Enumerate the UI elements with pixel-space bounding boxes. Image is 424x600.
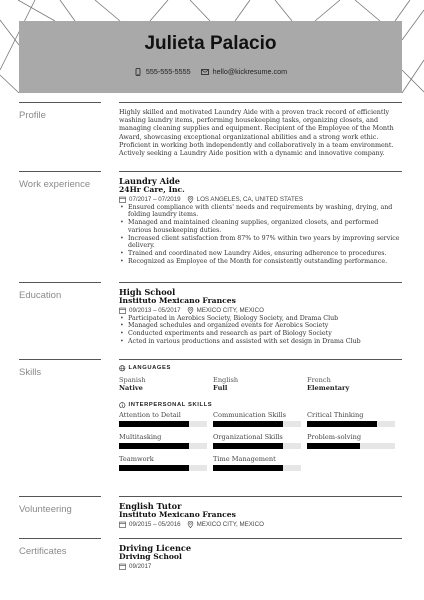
section-divider: [19, 171, 101, 172]
candidate-name: Julieta Palacio: [144, 33, 277, 54]
section-title: Volunteering: [19, 504, 72, 515]
certificate-meta: [119, 563, 402, 570]
section-title: Skills: [19, 367, 42, 378]
skill-item: [213, 411, 307, 433]
map-pin-icon: [187, 196, 194, 203]
skills-section: [19, 359, 402, 497]
section-title: Certificates: [19, 546, 67, 557]
calendar-icon: [119, 307, 126, 314]
volunteering-location: MEXICO CITY, MEXICO: [196, 520, 264, 528]
skill-name: Communication Skills: [213, 411, 287, 419]
profile-summary: Highly skilled and motivated Laundry Aide with a proven track record of efficiently washing laundry items, performing housekeeping tasks, organizing closets, and managing cleaning supplies and equipment. Recipient of the Employee of the Month Award, showcasing exceptional organizational abilities and a strong work ethic. Proficient in working both independently and collaboratively in a team environment. Actively seeking a Laundry Aide position with a dynamic and innovative company.: [119, 108, 394, 158]
skill-level-fill: [213, 421, 283, 427]
globe-icon: [119, 365, 126, 372]
section-divider: [119, 102, 402, 103]
skill-level-fill: [307, 443, 360, 449]
list-item: • Managed schedules and organized events for Aerobics Society: [119, 322, 402, 330]
skill-item: [213, 455, 307, 477]
skill-name: Problem-solving: [307, 433, 362, 441]
skill-item: [119, 433, 213, 455]
skill-level-fill: [213, 443, 283, 449]
mail-icon: [201, 68, 209, 76]
section-title: Education: [19, 290, 62, 301]
skill-level-bar: [307, 421, 395, 427]
volunteer-organization: Instituto Mexicano Frances: [119, 510, 236, 519]
skill-item: [307, 411, 401, 433]
skill-item: [213, 433, 307, 455]
skill-name: Time Management: [213, 455, 276, 463]
education-entry: [119, 288, 402, 346]
interpersonal-heading-label: INTERPERSONAL SKILLS: [128, 401, 213, 408]
language-level: Elementary: [307, 383, 350, 392]
list-item: • Increased client satisfaction from 87% to 97% within two years by improving service delivery.: [119, 235, 402, 251]
skill-level-fill: [119, 465, 189, 471]
volunteering-dates: 09/2015 – 05/2016: [129, 520, 181, 528]
skill-item: [119, 411, 213, 433]
job-bullets: [119, 204, 402, 266]
skill-name: Multitasking: [119, 433, 162, 441]
section-divider: [19, 496, 101, 497]
skill-level-bar: [119, 465, 207, 471]
employer-name: 24Hr Care, Inc.: [119, 185, 185, 194]
volunteering-section: [19, 496, 402, 538]
section-divider: [19, 538, 101, 539]
language-name: Spanish: [119, 375, 146, 384]
certificates-section: [19, 538, 402, 578]
skill-item: [307, 433, 401, 455]
info-circle-icon: [119, 402, 126, 409]
profile-section: [19, 102, 402, 172]
language-item: [213, 376, 307, 392]
education-meta: [119, 307, 402, 314]
list-item: • Recognized as Employee of the Month for consistently outstanding performance.: [119, 258, 402, 266]
section-divider: [119, 538, 402, 539]
list-item: • Participated in Aerobics Society, Biology Society, and Drama Club: [119, 315, 402, 323]
skill-level-fill: [119, 421, 189, 427]
job-title: Laundry Aide: [119, 176, 181, 186]
language-level: Full: [213, 383, 228, 392]
calendar-icon: [119, 563, 126, 570]
volunteering-entry: [119, 502, 402, 528]
work-entry: [119, 177, 402, 266]
skills-body: [119, 365, 402, 477]
section-divider: [119, 496, 402, 497]
languages-heading-label: LANGUAGES: [128, 365, 171, 372]
list-item: • Acted in various productions and assisted with set design in Drama Club: [119, 338, 402, 346]
interpersonal-skills-list: [119, 411, 402, 477]
languages-heading: [119, 365, 402, 372]
degree-title: High School: [119, 287, 176, 297]
education-location: MEXICO CITY, MEXICO: [196, 306, 264, 314]
volunteer-role: English Tutor: [119, 501, 182, 511]
job-dates: 07/2017 – 07/2019: [129, 195, 181, 203]
phone-number: 555-555-5555: [145, 67, 191, 76]
section-divider: [119, 282, 402, 283]
phone-contact: [134, 67, 191, 76]
language-item: [119, 376, 213, 392]
section-divider: [19, 359, 101, 360]
education-dates: 09/2013 – 05/2017: [129, 306, 181, 314]
volunteering-meta: [119, 521, 402, 528]
section-title: Profile: [19, 110, 46, 121]
languages-list: [119, 376, 402, 392]
education-section: [19, 282, 402, 360]
skill-level-bar: [119, 443, 207, 449]
job-location: LOS ANGELES, CA, UNITED STATES: [196, 195, 303, 203]
skill-name: Critical Thinking: [307, 411, 364, 419]
list-item: • Managed and maintained cleaning supplies, organized closets, and performed various housekeeping duties.: [119, 219, 402, 235]
skill-level-bar: [213, 421, 301, 427]
skill-level-fill: [307, 421, 377, 427]
skill-level-fill: [119, 443, 189, 449]
skill-level-bar: [213, 465, 301, 471]
language-level: Native: [119, 383, 143, 392]
education-bullets: [119, 315, 402, 346]
phone-icon: [134, 68, 142, 76]
certificate-entry: [119, 544, 402, 570]
skill-name: Organizational Skills: [213, 433, 283, 441]
skill-level-bar: [213, 443, 301, 449]
section-divider: [19, 102, 101, 103]
certificate-issuer: Driving School: [119, 552, 182, 561]
list-item: • Ensured compliance with clients' needs and requirements by washing, drying, and folding laundry items.: [119, 204, 402, 220]
work-experience-section: [19, 171, 402, 281]
map-pin-icon: [187, 521, 194, 528]
section-divider: [19, 282, 101, 283]
skill-item: [119, 455, 213, 477]
section-divider: [119, 359, 402, 360]
skill-name: Attention to Detail: [119, 411, 181, 419]
language-name: English: [213, 375, 239, 384]
certificate-date: 09/2017: [129, 562, 152, 570]
email-contact[interactable]: [201, 67, 287, 76]
skill-name: Teamwork: [119, 455, 154, 463]
email-address[interactable]: hello@kickresume.com: [212, 67, 288, 76]
header-banner: [19, 21, 402, 93]
school-name: Instituto Mexicano Frances: [119, 296, 236, 305]
language-name: French: [307, 375, 331, 384]
list-item: • Conducted experiments and research as part of Biology Society: [119, 330, 402, 338]
skill-level-bar: [307, 443, 395, 449]
section-divider: [119, 171, 402, 172]
section-title: Work experience: [19, 179, 91, 190]
list-item: • Trained and coordinated new Laundry Aides, ensuring adherence to procedures.: [119, 250, 402, 258]
calendar-icon: [119, 196, 126, 203]
job-meta: [119, 196, 402, 203]
language-item: [307, 376, 401, 392]
skill-level-fill: [213, 465, 283, 471]
certificate-name: Driving Licence: [119, 543, 192, 553]
calendar-icon: [119, 521, 126, 528]
interpersonal-heading: [119, 402, 402, 409]
map-pin-icon: [187, 307, 194, 314]
profile-body: [119, 108, 402, 157]
skill-level-bar: [119, 421, 207, 427]
contact-info: [19, 67, 402, 76]
